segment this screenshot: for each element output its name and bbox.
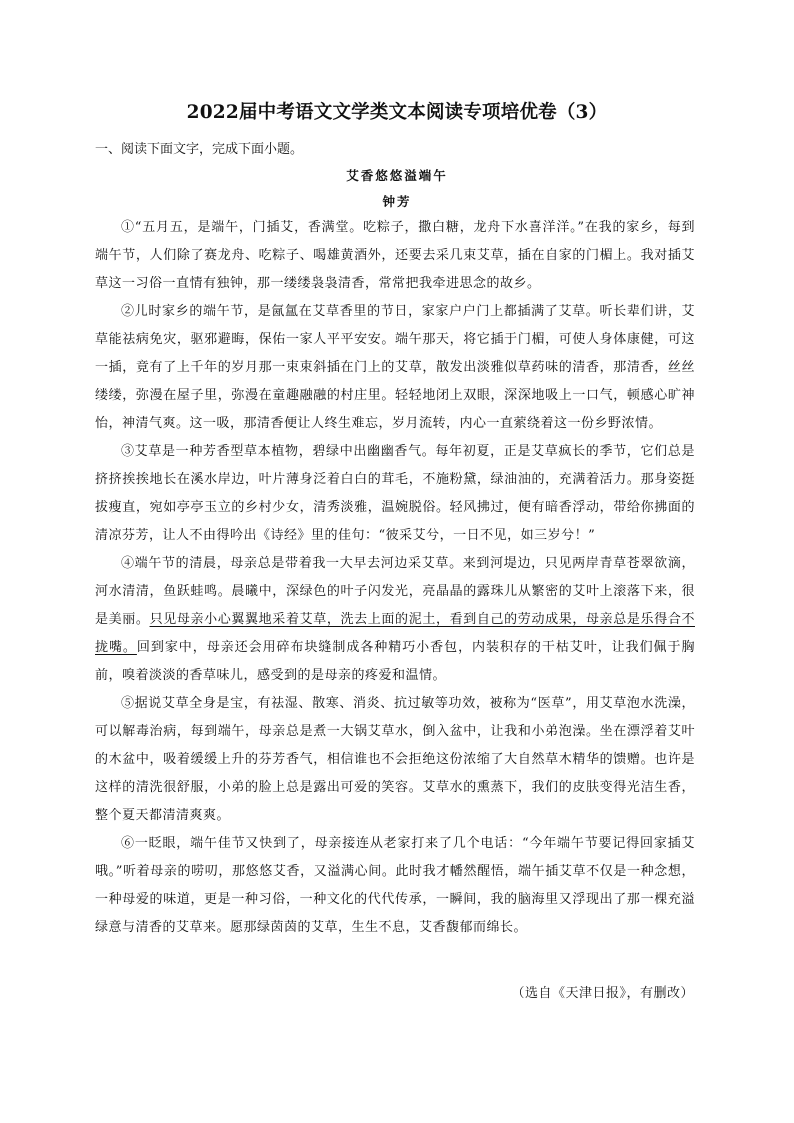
article-title: 艾香悠悠溢端午 [346,168,448,183]
paragraph-1: ①“五月五，是端午，门插艾，香满堂。吃粽子，撒白糖，龙舟下水喜洋洋。”在我的家乡，每到端午节，人们除了赛龙舟、吃粽子、喝雄黄酒外，还要去采几束艾草，插在自家的门楣上。我对插艾草这一习俗一直情有独钟，那一缕缕袅袅清香，常常把我牵进思念的故乡。 [95,220,695,291]
paragraph-5: ⑤据说艾草全身是宝，有祛湿、散寒、消炎、抗过敏等功效，被称为“医草”，用艾草泡水洗澡，可以解毒治病，每到端午，母亲总是煮一大锅艾草水，倒入盆中，让我和小弟泡澡。坐在漂浮着艾叶的木盆中，吸着缓缓上升的芬芳香气，相信谁也不会拒绝这份浓缩了大自然草木精华的馈赠。也许是这样的清洗很舒服，小弟的脸上总是露出可爱的笑容。艾草水的熏蒸下，我们的皮肤变得光洁生香，整个夏天都清清爽爽。 [95,696,695,823]
paragraph-3: ③艾草是一种芳香型草本植物，碧绿中出幽幽香气。每年初夏，正是艾草疯长的季节，它们总是挤挤挨挨地长在溪水岸边，叶片薄身泛着白白的茸毛，不施粉黛，绿油油的，充满着活力。那身姿挺拔瘦直，宛如亭亭玉立的乡村少女，清秀淡雅，温婉脱俗。轻风拂过，便有暗香浮动，带给你拂面的清凉芬芳，让人不由得吟出《诗经》里的佳句：“彼采艾兮，一日不见，如三岁兮！” [95,444,695,543]
paragraph-2: ②儿时家乡的端午节，是氤氲在艾草香里的节日，家家户户门上都插满了艾草。听长辈们讲，艾草能祛病免灾，驱邪避晦，保佑一家人平平安安。端午那天，将它插于门楣，可使人身体康健，可这一插，竟有了上千年的岁月那一束束斜插在门上的艾草，散发出淡雅似草药味的清香，那清香，丝丝缕缕，弥漫在屋子里，弥漫在童趣融融的村庄里。轻轻地闭上双眼，深深地吸上一口气，顿感心旷神怡，神清气爽。这一吸，那清香便让人终生难忘，岁月流转，内心一直萦绕着这一份乡野浓情。 [95,304,695,431]
paragraph-4-text-before: ④端午节的清晨，母亲总是带着我一大早去河边采艾草。来到河堤边，只见两岸青草苍翠欲滴，河水清清，鱼跃蛙鸣。晨曦中，深绿色的叶子闪发光，亮晶晶的露珠儿从繁密的艾叶上滚落下来，很是美丽。 [95,556,695,627]
article-source: （选自《天津日报》，有删改） [511,986,694,1001]
question-instruction: 一、阅读下面文字，完成下面小题。 [95,142,304,157]
article-author: 钟芳 [382,194,412,209]
paragraph-6: ⑥一眨眼，端午佳节又快到了，母亲接连从老家打来了几个电话：“今年端午节要记得回家插艾哦。”听着母亲的唠叨，那悠悠艾香，又溢满心间。此时我才幡然醒悟，端午插艾草不仅是一种念想，一种母爱的味道，更是一种习俗，一种文化的代代传承，一瞬间，我的脑海里又浮现出了那一棵充溢绿意与清香的艾草来。愿那绿茵茵的艾草，生生不息，艾香馥郁而绵长。 [95,836,695,935]
paragraph-4-text-after: 回到家中，母亲还会用碎布块缝制成各种精巧小香包，内装积存的干枯艾叶，让我们佩于胸前，嗅着淡淡的香草味儿，感受到的是母亲的疼爱和温情。 [95,640,695,683]
article-body [95,214,695,942]
underlined-sentence: 只见母亲小心翼翼地采着艾草，洗去上面的泥土，看到自己的劳动成果，母亲总是乐得合不拢嘴。 [95,612,695,655]
document-title: 2022届中考语文文学类文本阅读专项培优卷（3） [186,102,608,123]
paragraph-4 [95,550,695,690]
